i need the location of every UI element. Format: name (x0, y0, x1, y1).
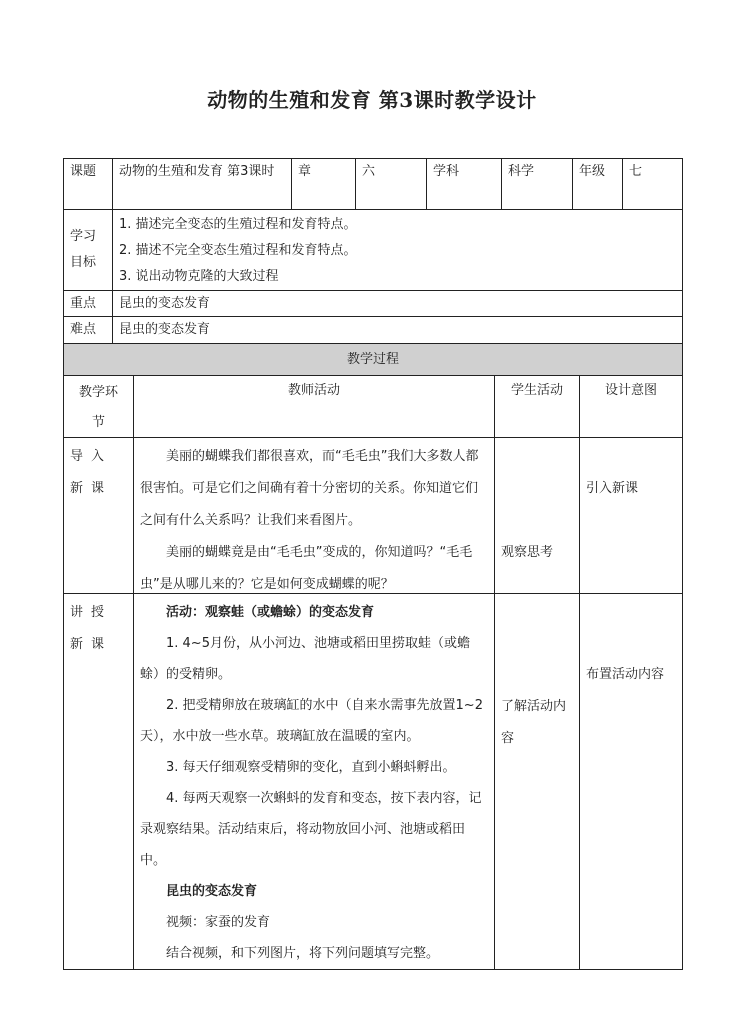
activity-step: 2. 把受精卵放在玻璃缸的水中（自来水需事先放置1~2天），水中放一些水草。玻璃缸放在温暖的室内。 (140, 698, 483, 744)
topic-label-cell (63, 158, 113, 210)
objectives-cell (112, 209, 683, 291)
key-point-label-cell (63, 290, 113, 317)
grade-value: 七 (629, 164, 643, 179)
chapter-label: 章 (298, 164, 312, 179)
column-header-student (494, 375, 580, 438)
lecture-student-cell (494, 593, 580, 970)
objective-item: 1. 描述完全变态的生殖过程和发育特点。 (119, 217, 357, 232)
intro-student: 观察思考 (501, 545, 554, 560)
intro-intent-cell (579, 437, 683, 594)
column-header-label: 设计意图 (604, 383, 657, 398)
column-header-stage (63, 375, 134, 438)
intro-intent: 引入新课 (586, 481, 639, 496)
objective-item: 2. 描述不完全变态生殖过程和发育特点。 (119, 243, 357, 258)
key-point-label: 重点 (70, 296, 97, 311)
process-heading: 教学过程 (346, 352, 399, 367)
subject-value-cell (501, 158, 573, 210)
difficulty-label: 难点 (70, 322, 97, 337)
grade-label-cell (572, 158, 623, 210)
insect-title: 昆虫的变态发育 (166, 884, 258, 899)
objectives-label-cell (63, 209, 113, 291)
lecture-intent-cell (579, 593, 683, 970)
objective-item: 3. 说出动物克隆的大致过程 (119, 269, 279, 284)
subject-label-cell (426, 158, 502, 210)
objectives-label: 学习目标 (70, 229, 97, 270)
lecture-intent: 布置活动内容 (586, 667, 665, 682)
lecture-stage-cell (63, 593, 134, 970)
difficulty-value: 昆虫的变态发育 (119, 322, 211, 337)
page-title: 动物的生殖和发育 第3课时教学设计 (207, 88, 537, 112)
activity-step: 1. 4~5月份，从小河边、池塘或稻田里捞取蛙（或蟾蜍）的受精卵。 (140, 636, 470, 682)
subject-value: 科学 (508, 164, 535, 179)
subject-label: 学科 (433, 164, 460, 179)
column-header-teacher (133, 375, 495, 438)
topic-value-cell (112, 158, 292, 210)
column-header-label: 学生活动 (510, 383, 563, 398)
key-point-value: 昆虫的变态发育 (119, 296, 211, 311)
teacher-paragraph: 美丽的蝴蝶竟是由“毛毛虫”变成的，你知道吗？“毛毛虫”是从哪儿来的？它是如何变成蝴蝶的呢？ (140, 545, 473, 592)
video-line: 视频：家蚕的发育 (166, 915, 271, 930)
chapter-value: 六 (362, 164, 376, 179)
difficulty-cell (112, 316, 683, 344)
intro-stage-cell (63, 437, 134, 594)
column-header-label: 教师活动 (287, 383, 340, 398)
topic-label: 课题 (70, 164, 97, 179)
lecture-teacher-cell (133, 593, 495, 970)
difficulty-label-cell (63, 316, 113, 344)
chapter-value-cell (355, 158, 427, 210)
intro-student-cell (494, 437, 580, 594)
lecture-student: 了解活动内容 (501, 699, 567, 746)
key-point-cell (112, 290, 683, 317)
lecture-stage: 讲授新课 (70, 605, 113, 652)
grade-value-cell (622, 158, 683, 210)
intro-teacher-cell (133, 437, 495, 594)
activity-step: 3. 每天仔细观察受精卵的变化，直到小蝌蚪孵出。 (166, 760, 456, 775)
chapter-label-cell (291, 158, 356, 210)
topic-value: 动物的生殖和发育 第3课时 (119, 164, 275, 179)
combine-line: 结合视频，和下列图片，将下列问题填写完整。 (166, 946, 440, 961)
intro-stage: 导入新课 (70, 449, 113, 496)
activity-title: 活动：观察蛙（或蟾蜍）的变态发育 (166, 605, 375, 620)
grade-label: 年级 (579, 164, 606, 179)
teacher-paragraph: 美丽的蝴蝶我们都很喜欢，而“毛毛虫”我们大多数人都很害怕。可是它们之间确有着十分密切的关系。你知道它们之间有什么关系吗？让我们来看图片。 (140, 449, 479, 528)
activity-step: 4. 每两天观察一次蝌蚪的发育和变态，按下表内容，记录观察结果。活动结束后，将动物放回小河、池塘或稻田中。 (140, 791, 482, 868)
column-header-label: 教学环节 (78, 385, 118, 430)
process-heading-cell (63, 343, 683, 376)
column-header-intent (579, 375, 683, 438)
